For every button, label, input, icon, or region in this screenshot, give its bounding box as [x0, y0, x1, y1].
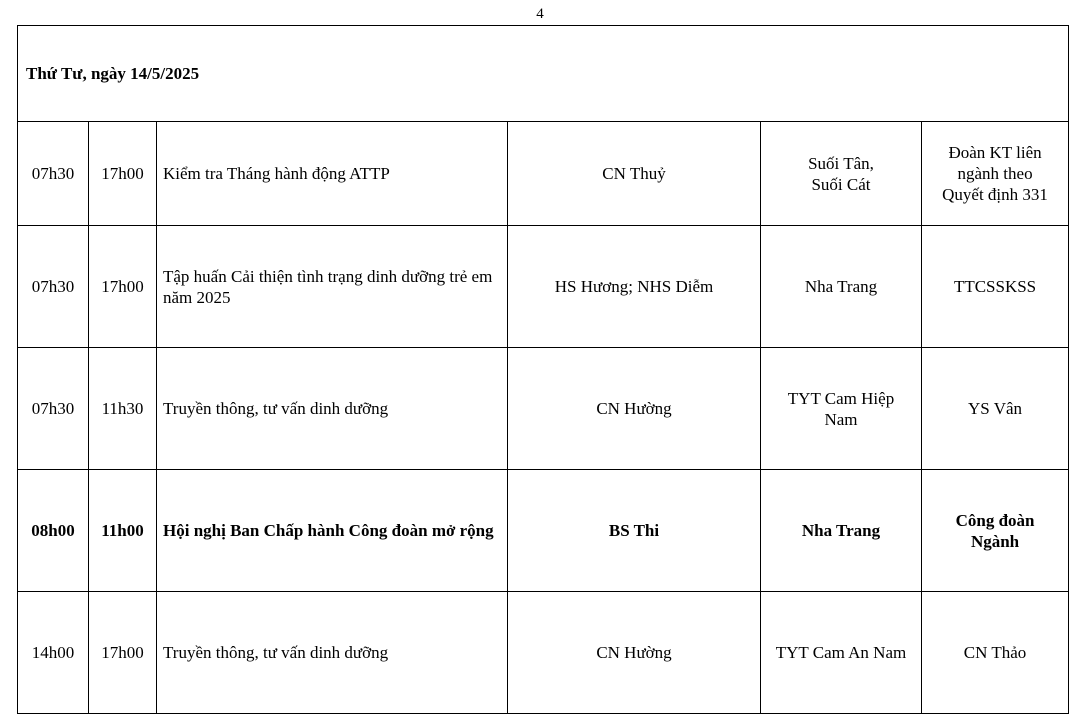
event-content: Hội nghị Ban Chấp hành Công đoàn mở rộng: [157, 470, 508, 592]
table-row: [18, 592, 1069, 714]
location-line: Suối Cát: [811, 174, 871, 194]
event-content: Truyền thông, tư vấn dinh dưỡng: [157, 348, 508, 470]
end-time: 17h00: [89, 592, 157, 714]
unit-line: Công đoàn: [955, 510, 1035, 530]
event-person: CN Hường: [508, 592, 761, 714]
event-person: HS Hương; NHS Diễm: [508, 226, 761, 348]
event-content: Kiểm tra Tháng hành động ATTP: [157, 122, 508, 226]
event-location: [761, 348, 922, 470]
event-content: Tập huấn Cải thiện tình trạng dinh dưỡng trẻ em năm 2025: [157, 226, 508, 348]
table-row: [18, 122, 1069, 226]
event-person: BS Thi: [508, 470, 761, 592]
event-unit: [922, 470, 1069, 592]
location-line: Nam: [824, 409, 858, 429]
table-row: [18, 348, 1069, 470]
start-time: 07h30: [18, 226, 89, 348]
event-unit: [922, 226, 1069, 348]
event-location: [761, 592, 922, 714]
page-number: 4: [536, 6, 544, 22]
location-line: TYT Cam Hiệp: [787, 388, 895, 408]
unit-line: YS Vân: [968, 399, 1023, 418]
event-content: Truyền thông, tư vấn dinh dưỡng: [157, 592, 508, 714]
event-location: [761, 226, 922, 348]
event-location: [761, 122, 922, 226]
location-line: Nha Trang: [804, 277, 878, 296]
unit-line: Đoàn KT liên: [948, 143, 1042, 162]
location-line: Nha Trang: [801, 521, 881, 540]
event-unit: [922, 592, 1069, 714]
unit-line: CN Thảo: [963, 643, 1027, 662]
unit-line: TTCSSKSS: [953, 277, 1037, 296]
end-time: 17h00: [89, 226, 157, 348]
event-unit: [922, 348, 1069, 470]
unit-line: Ngành: [970, 531, 1020, 551]
event-location: [761, 470, 922, 592]
end-time: 17h00: [89, 122, 157, 226]
location-line: TYT Cam An Nam: [775, 643, 907, 662]
event-person: CN Thuỷ: [508, 122, 761, 226]
start-time: 07h30: [18, 122, 89, 226]
end-time: 11h30: [89, 348, 157, 470]
event-person: CN Hường: [508, 348, 761, 470]
date-header: Thứ Tư, ngày 14/5/2025: [18, 26, 1069, 122]
end-time: 11h00: [89, 470, 157, 592]
schedule-table: [17, 25, 1069, 714]
location-line: Suối Tân,: [808, 153, 874, 173]
start-time: 08h00: [18, 470, 89, 592]
table-row: [18, 470, 1069, 592]
start-time: 14h00: [18, 592, 89, 714]
unit-line: ngành theo: [957, 164, 1033, 183]
start-time: 07h30: [18, 348, 89, 470]
event-unit: [922, 122, 1069, 226]
unit-line: Quyết định 331: [942, 185, 1048, 204]
table-row: [18, 226, 1069, 348]
date-header-row: [18, 26, 1069, 122]
